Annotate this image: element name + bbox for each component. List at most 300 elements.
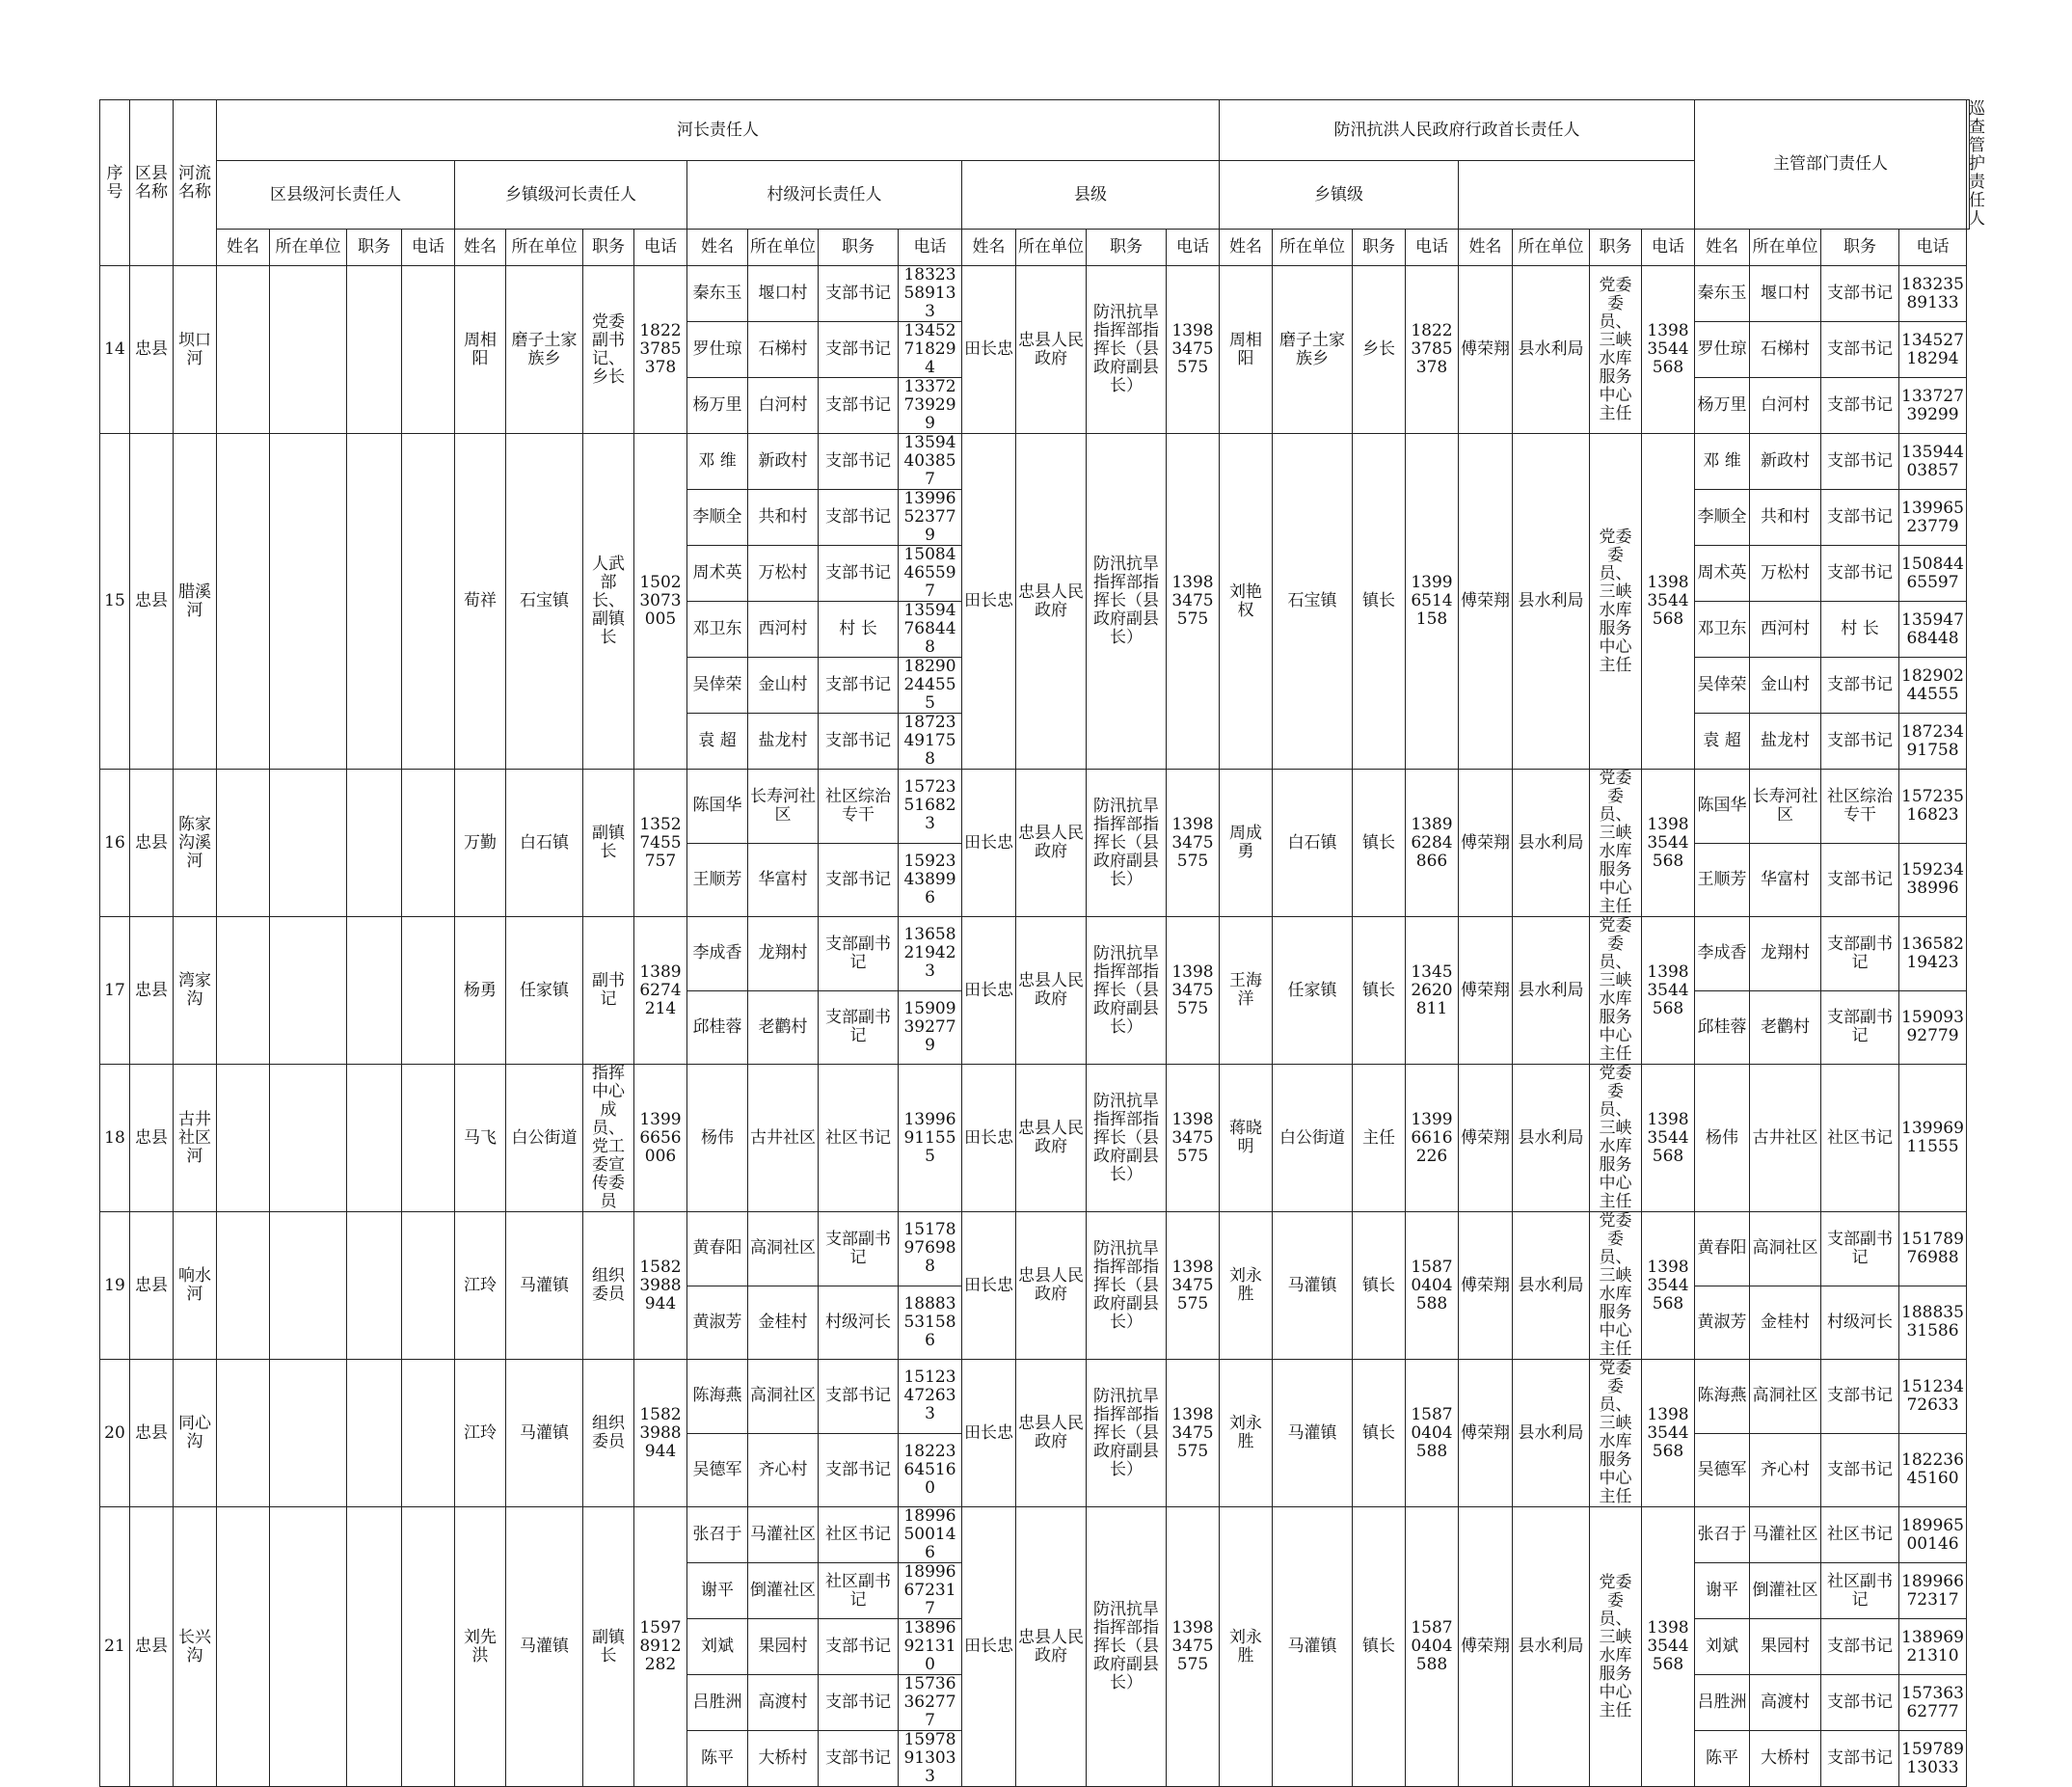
patrol-chief-phone: 15736362777 [1899,1675,1967,1731]
dept-chief-phone: 13983544568 [1642,1212,1695,1360]
village-chief-name: 谢平 [687,1563,748,1619]
patrol-chief-unit: 新政村 [1750,434,1821,490]
village-chief-unit: 马灌社区 [748,1507,819,1563]
village-chief-name: 杨万里 [687,378,748,434]
county-chief-unit [270,266,347,434]
patrol-chief-phone: 18323589133 [1899,266,1967,322]
patrol-chief-phone: 13996911555 [1899,1065,1967,1212]
flood-town-name: 刘永胜 [1220,1507,1273,1787]
patrol-chief-phone: 15723516823 [1899,770,1967,844]
town-chief-name: 周相阳 [455,266,506,434]
village-chief-phone: 15978913033 [899,1731,962,1787]
village-chief-name: 张召于 [687,1507,748,1563]
row-seq: 21 [100,1507,130,1787]
village-chief-duty: 支部书记 [819,490,899,546]
village-chief-duty: 支部副书记 [819,917,899,991]
village-chief-duty: 社区书记 [819,1507,899,1563]
flood-county-name: 田长忠 [962,1212,1016,1360]
dept-chief-unit: 县水利局 [1513,434,1590,770]
village-chief-unit: 西河村 [748,602,819,658]
dept-chief-unit: 县水利局 [1513,1360,1590,1507]
county-chief-phone [402,266,455,434]
village-chief-unit: 长寿河社区 [748,770,819,844]
village-chief-name: 邓 维 [687,434,748,490]
county-chief-unit [270,770,347,917]
village-chief-phone: 15084465597 [899,546,962,602]
header-county-chief-unit: 所在单位 [270,230,347,266]
town-chief-phone: 15023073005 [634,434,687,770]
patrol-chief-phone: 15909392779 [1899,990,1967,1065]
patrol-chief-unit: 西河村 [1750,602,1821,658]
flood-town-phone: 13996514158 [1406,434,1459,770]
village-chief-duty: 支部书记 [819,658,899,714]
header-county: 区县名称 [130,100,174,266]
dept-chief-phone: 13983544568 [1642,434,1695,770]
village-chief-phone: 15909392779 [899,990,962,1065]
row-river: 响水河 [174,1212,217,1360]
patrol-chief-name: 李顺全 [1695,490,1750,546]
county-chief-duty [347,1212,402,1360]
patrol-chief-unit: 老鹳村 [1750,990,1821,1065]
flood-town-phone: 15870404588 [1406,1212,1459,1360]
flood-town-name: 蒋晓明 [1220,1065,1273,1212]
patrol-chief-phone: 18883531586 [1899,1286,1967,1360]
flood-county-duty: 防汛抗旱指挥部指挥长（县政府副县长） [1087,434,1167,770]
dept-chief-duty: 党委委员、三峡水库服务中心主任 [1590,434,1642,770]
flood-county-unit: 忠县人民政府 [1016,1065,1087,1212]
flood-county-duty: 防汛抗旱指挥部指挥长（县政府副县长） [1087,1212,1167,1360]
town-chief-phone: 15823988944 [634,1360,687,1507]
village-chief-phone: 18323589133 [899,266,962,322]
town-chief-name: 江玲 [455,1212,506,1360]
dept-chief-duty: 党委委员、三峡水库服务中心主任 [1590,1507,1642,1787]
dept-chief-name: 傅荣翔 [1459,266,1513,434]
village-chief-unit: 金桂村 [748,1286,819,1360]
header-patrol-duty: 职务 [1821,230,1899,266]
header-river: 河流名称 [174,100,217,266]
row-river: 陈家沟溪河 [174,770,217,917]
town-chief-unit: 磨子土家族乡 [506,266,583,434]
patrol-chief-duty: 支部书记 [1821,378,1899,434]
patrol-chief-unit: 高洞社区 [1750,1212,1821,1286]
header-county-level: 县级 [962,161,1220,230]
header-town-chief-name: 姓名 [455,230,506,266]
patrol-chief-unit: 果园村 [1750,1619,1821,1675]
row-seq: 16 [100,770,130,917]
town-chief-duty: 组织委员 [583,1360,634,1507]
village-chief-unit: 果园村 [748,1619,819,1675]
village-chief-phone: 18223645160 [899,1433,962,1507]
patrol-chief-phone: 18290244555 [1899,658,1967,714]
patrol-chief-unit: 盐龙村 [1750,714,1821,770]
patrol-chief-name: 秦东玉 [1695,266,1750,322]
village-chief-phone: 13896921310 [899,1619,962,1675]
patrol-chief-phone: 13594768448 [1899,602,1967,658]
flood-town-name: 刘永胜 [1220,1212,1273,1360]
patrol-chief-name: 袁 超 [1695,714,1750,770]
patrol-chief-phone: 13896921310 [1899,1619,1967,1675]
village-chief-duty: 支部书记 [819,1619,899,1675]
flood-county-duty: 防汛抗旱指挥部指挥长（县政府副县长） [1087,1065,1167,1212]
county-chief-duty [347,1360,402,1507]
village-chief-name: 刘斌 [687,1619,748,1675]
town-chief-unit: 马灌镇 [506,1360,583,1507]
flood-county-unit: 忠县人民政府 [1016,1507,1087,1787]
table-row [100,1507,1970,1563]
patrol-chief-phone: 13996523779 [1899,490,1967,546]
patrol-chief-unit: 石梯村 [1750,322,1821,378]
patrol-chief-name: 吴德军 [1695,1433,1750,1507]
town-chief-phone: 13996656006 [634,1065,687,1212]
table-row [100,770,1970,844]
dept-chief-phone: 13983544568 [1642,266,1695,434]
patrol-chief-duty: 支部书记 [1821,1675,1899,1731]
patrol-chief-phone: 15923438996 [1899,843,1967,917]
patrol-chief-duty: 社区副书记 [1821,1563,1899,1619]
dept-chief-duty: 党委委员、三峡水库服务中心主任 [1590,266,1642,434]
patrol-chief-name: 邱桂蓉 [1695,990,1750,1065]
patrol-chief-name: 陈国华 [1695,770,1750,844]
town-chief-unit: 马灌镇 [506,1212,583,1360]
row-county: 忠县 [130,434,174,770]
header-county-level-chief: 区县级河长责任人 [217,161,455,230]
village-chief-name: 陈平 [687,1731,748,1787]
patrol-chief-duty: 社区书记 [1821,1507,1899,1563]
patrol-chief-name: 吴倖荣 [1695,658,1750,714]
flood-county-unit: 忠县人民政府 [1016,266,1087,434]
flood-town-unit: 白公街道 [1273,1065,1353,1212]
flood-town-phone: 18223785378 [1406,266,1459,434]
county-chief-phone [402,1360,455,1507]
flood-county-phone: 13983475575 [1167,770,1220,917]
flood-town-phone: 13896284866 [1406,770,1459,917]
town-chief-unit: 白公街道 [506,1065,583,1212]
village-chief-unit: 新政村 [748,434,819,490]
flood-county-phone: 13983475575 [1167,266,1220,434]
county-chief-phone [402,1507,455,1787]
flood-town-unit: 磨子土家族乡 [1273,266,1353,434]
county-chief-unit [270,434,347,770]
county-chief-name [217,1212,270,1360]
town-chief-duty: 人武部长、副镇长 [583,434,634,770]
village-chief-unit: 龙翔村 [748,917,819,991]
flood-county-phone: 13983475575 [1167,1507,1220,1787]
patrol-chief-unit: 堰口村 [1750,266,1821,322]
flood-county-name: 田长忠 [962,266,1016,434]
row-seq: 18 [100,1065,130,1212]
row-seq: 15 [100,434,130,770]
patrol-chief-duty: 支部书记 [1821,1731,1899,1787]
village-chief-duty: 支部书记 [819,266,899,322]
table-row [100,917,1970,991]
flood-county-name: 田长忠 [962,434,1016,770]
flood-town-duty: 镇长 [1353,434,1406,770]
row-county: 忠县 [130,266,174,434]
county-chief-duty [347,1065,402,1212]
patrol-chief-duty: 支部副书记 [1821,990,1899,1065]
county-chief-name [217,434,270,770]
county-chief-duty [347,266,402,434]
flood-town-unit: 白石镇 [1273,770,1353,917]
patrol-chief-phone: 13372739299 [1899,378,1967,434]
village-chief-name: 吴倖荣 [687,658,748,714]
row-river: 腊溪河 [174,434,217,770]
dept-chief-phone: 13983544568 [1642,1360,1695,1507]
table-row [100,1212,1970,1286]
village-chief-unit: 高洞社区 [748,1212,819,1286]
header-river-chief: 河长责任人 [217,100,1220,161]
patrol-chief-name: 罗仕琼 [1695,322,1750,378]
town-chief-name: 杨勇 [455,917,506,1065]
town-chief-unit: 任家镇 [506,917,583,1065]
county-chief-duty [347,917,402,1065]
village-chief-phone: 13996523779 [899,490,962,546]
village-chief-name: 秦东玉 [687,266,748,322]
county-chief-name [217,770,270,917]
dept-chief-duty: 党委委员、三峡水库服务中心主任 [1590,770,1642,917]
county-chief-name [217,1065,270,1212]
header-patrol-phone: 电话 [1899,230,1967,266]
flood-county-duty: 防汛抗旱指挥部指挥长（县政府副县长） [1087,266,1167,434]
county-chief-duty [347,770,402,917]
village-chief-duty: 支部书记 [819,714,899,770]
patrol-chief-duty: 支部书记 [1821,658,1899,714]
village-chief-unit: 华富村 [748,843,819,917]
patrol-chief-phone: 15123472633 [1899,1360,1967,1434]
village-chief-duty: 支部书记 [819,322,899,378]
header-dept-phone: 电话 [1642,230,1695,266]
header-dept-name: 姓名 [1459,230,1513,266]
village-chief-name: 黄春阳 [687,1212,748,1286]
river-chief-table [99,99,1985,1787]
flood-town-name: 周相阳 [1220,266,1273,434]
patrol-chief-phone: 15978913033 [1899,1731,1967,1787]
flood-town-unit: 马灌镇 [1273,1360,1353,1507]
patrol-chief-unit: 共和村 [1750,490,1821,546]
village-chief-name: 邱桂蓉 [687,990,748,1065]
village-chief-unit: 齐心村 [748,1433,819,1507]
village-chief-phone: 15723516823 [899,770,962,844]
patrol-chief-name: 邓卫东 [1695,602,1750,658]
patrol-chief-duty: 支部书记 [1821,546,1899,602]
village-chief-phone: 13658219423 [899,917,962,991]
patrol-chief-unit: 高洞社区 [1750,1360,1821,1434]
patrol-chief-duty: 支部书记 [1821,490,1899,546]
dept-chief-unit: 县水利局 [1513,770,1590,917]
flood-town-duty: 镇长 [1353,917,1406,1065]
flood-county-name: 田长忠 [962,1507,1016,1787]
county-chief-phone [402,770,455,917]
flood-town-unit: 马灌镇 [1273,1507,1353,1787]
flood-county-unit: 忠县人民政府 [1016,1212,1087,1360]
dept-chief-unit: 县水利局 [1513,1212,1590,1360]
patrol-chief-unit: 齐心村 [1750,1433,1821,1507]
town-chief-unit: 马灌镇 [506,1507,583,1787]
patrol-chief-duty: 支部副书记 [1821,1212,1899,1286]
header-town-chief-duty: 职务 [583,230,634,266]
village-chief-name: 陈海燕 [687,1360,748,1434]
village-chief-name: 李成香 [687,917,748,991]
flood-town-unit: 任家镇 [1273,917,1353,1065]
village-chief-duty: 支部副书记 [819,1212,899,1286]
header-flood-county-name: 姓名 [962,230,1016,266]
county-chief-phone [402,1065,455,1212]
town-chief-duty: 指挥中心成员、党工委宣传委员 [583,1065,634,1212]
header-county-chief-duty: 职务 [347,230,402,266]
county-chief-unit [270,917,347,1065]
village-chief-unit: 高渡村 [748,1675,819,1731]
row-river: 坝口河 [174,266,217,434]
county-chief-phone [402,1212,455,1360]
flood-town-duty: 镇长 [1353,1212,1406,1360]
patrol-chief-name: 李成香 [1695,917,1750,991]
village-chief-unit: 老鹳村 [748,990,819,1065]
flood-county-unit: 忠县人民政府 [1016,917,1087,1065]
village-chief-unit: 古井社区 [748,1065,819,1212]
county-chief-name [217,1360,270,1507]
flood-town-name: 刘永胜 [1220,1360,1273,1507]
row-seq: 17 [100,917,130,1065]
county-chief-duty [347,434,402,770]
village-chief-name: 陈国华 [687,770,748,844]
flood-county-unit: 忠县人民政府 [1016,434,1087,770]
dept-chief-unit: 县水利局 [1513,266,1590,434]
village-chief-duty: 支部书记 [819,1360,899,1434]
village-chief-duty: 支部书记 [819,843,899,917]
dept-chief-phone: 13983544568 [1642,1065,1695,1212]
header-village-chief-phone: 电话 [899,230,962,266]
flood-town-duty: 镇长 [1353,1360,1406,1507]
village-chief-name: 邓卫东 [687,602,748,658]
patrol-chief-phone: 18996500146 [1899,1507,1967,1563]
town-chief-duty: 副镇长 [583,770,634,917]
patrol-chief-unit: 金桂村 [1750,1286,1821,1360]
row-seq: 19 [100,1212,130,1360]
patrol-chief-phone: 13658219423 [1899,917,1967,991]
dept-chief-duty: 党委委员、三峡水库服务中心主任 [1590,1360,1642,1507]
flood-county-duty: 防汛抗旱指挥部指挥长（县政府副县长） [1087,1360,1167,1507]
town-chief-duty: 组织委员 [583,1212,634,1360]
header-dept-chief: 主管部门责任人 [1695,100,1967,230]
flood-town-phone: 15870404588 [1406,1360,1459,1507]
header-county-chief-name: 姓名 [217,230,270,266]
patrol-chief-unit: 马灌社区 [1750,1507,1821,1563]
village-chief-duty: 支部书记 [819,1433,899,1507]
village-chief-unit: 盐龙村 [748,714,819,770]
flood-county-unit: 忠县人民政府 [1016,770,1087,917]
patrol-chief-name: 杨万里 [1695,378,1750,434]
patrol-chief-unit: 古井社区 [1750,1065,1821,1212]
row-river: 古井社区河 [174,1065,217,1212]
header-flood-town-duty: 职务 [1353,230,1406,266]
dept-chief-duty: 党委委员、三峡水库服务中心主任 [1590,917,1642,1065]
village-chief-phone: 13996911555 [899,1065,962,1212]
flood-town-name: 王海洋 [1220,917,1273,1065]
header-flood-town-name: 姓名 [1220,230,1273,266]
dept-chief-name: 傅荣翔 [1459,917,1513,1065]
village-chief-phone: 18723491758 [899,714,962,770]
village-chief-unit: 共和村 [748,490,819,546]
village-chief-duty: 社区书记 [819,1065,899,1212]
patrol-chief-duty: 支部书记 [1821,1433,1899,1507]
patrol-chief-duty: 支部书记 [1821,322,1899,378]
flood-county-unit: 忠县人民政府 [1016,1360,1087,1507]
patrol-chief-unit: 龙翔村 [1750,917,1821,991]
flood-town-duty: 镇长 [1353,770,1406,917]
header-village-chief-unit: 所在单位 [748,230,819,266]
patrol-chief-unit: 金山村 [1750,658,1821,714]
row-seq: 20 [100,1360,130,1507]
header-flood-chief: 防汛抗洪人民政府行政首长责任人 [1220,100,1695,161]
town-chief-phone: 15823988944 [634,1212,687,1360]
row-county: 忠县 [130,917,174,1065]
county-chief-name [217,266,270,434]
dept-chief-name: 傅荣翔 [1459,770,1513,917]
village-chief-unit: 白河村 [748,378,819,434]
header-village-level-chief: 村级河长责任人 [687,161,962,230]
row-river: 湾家沟 [174,917,217,1065]
patrol-chief-phone: 18723491758 [1899,714,1967,770]
village-chief-name: 杨伟 [687,1065,748,1212]
header-flood-town-unit: 所在单位 [1273,230,1353,266]
dept-chief-unit: 县水利局 [1513,1065,1590,1212]
county-chief-phone [402,434,455,770]
patrol-chief-name: 陈平 [1695,1731,1750,1787]
header-patrol-name: 姓名 [1695,230,1750,266]
town-chief-phone: 18223785378 [634,266,687,434]
village-chief-unit: 堰口村 [748,266,819,322]
dept-chief-phone: 13983544568 [1642,770,1695,917]
town-chief-duty: 副镇长 [583,1507,634,1787]
village-chief-duty: 支部书记 [819,1731,899,1787]
village-chief-phone: 13452718294 [899,322,962,378]
patrol-chief-duty: 村级河长 [1821,1286,1899,1360]
header-dept-unit: 所在单位 [1513,230,1590,266]
row-county: 忠县 [130,770,174,917]
patrol-chief-duty: 支部书记 [1821,1619,1899,1675]
header-flood-county-phone: 电话 [1167,230,1220,266]
county-chief-unit [270,1507,347,1787]
table-row [100,1065,1970,1212]
flood-county-duty: 防汛抗旱指挥部指挥长（县政府副县长） [1087,1507,1167,1787]
village-chief-duty: 支部书记 [819,434,899,490]
header-flood-county-unit: 所在单位 [1016,230,1087,266]
village-chief-unit: 万松村 [748,546,819,602]
patrol-chief-unit: 华富村 [1750,843,1821,917]
village-chief-duty: 支部副书记 [819,990,899,1065]
flood-county-duty: 防汛抗旱指挥部指挥长（县政府副县长） [1087,917,1167,1065]
village-chief-unit: 金山村 [748,658,819,714]
flood-county-name: 田长忠 [962,1360,1016,1507]
village-chief-name: 吴德军 [687,1433,748,1507]
town-chief-name: 江玲 [455,1360,506,1507]
county-chief-phone [402,917,455,1065]
village-chief-name: 李顺全 [687,490,748,546]
county-chief-unit [270,1212,347,1360]
dept-chief-unit: 县水利局 [1513,917,1590,1065]
header-dept-duty: 职务 [1590,230,1642,266]
patrol-chief-phone: 13594403857 [1899,434,1967,490]
header-flood-town-phone: 电话 [1406,230,1459,266]
village-chief-phone: 13372739299 [899,378,962,434]
village-chief-phone: 15923438996 [899,843,962,917]
patrol-chief-unit: 白河村 [1750,378,1821,434]
patrol-chief-duty: 支部书记 [1821,434,1899,490]
dept-chief-duty: 党委委员、三峡水库服务中心主任 [1590,1212,1642,1360]
village-chief-phone: 18290244555 [899,658,962,714]
flood-town-duty: 主任 [1353,1065,1406,1212]
town-chief-name: 马飞 [455,1065,506,1212]
